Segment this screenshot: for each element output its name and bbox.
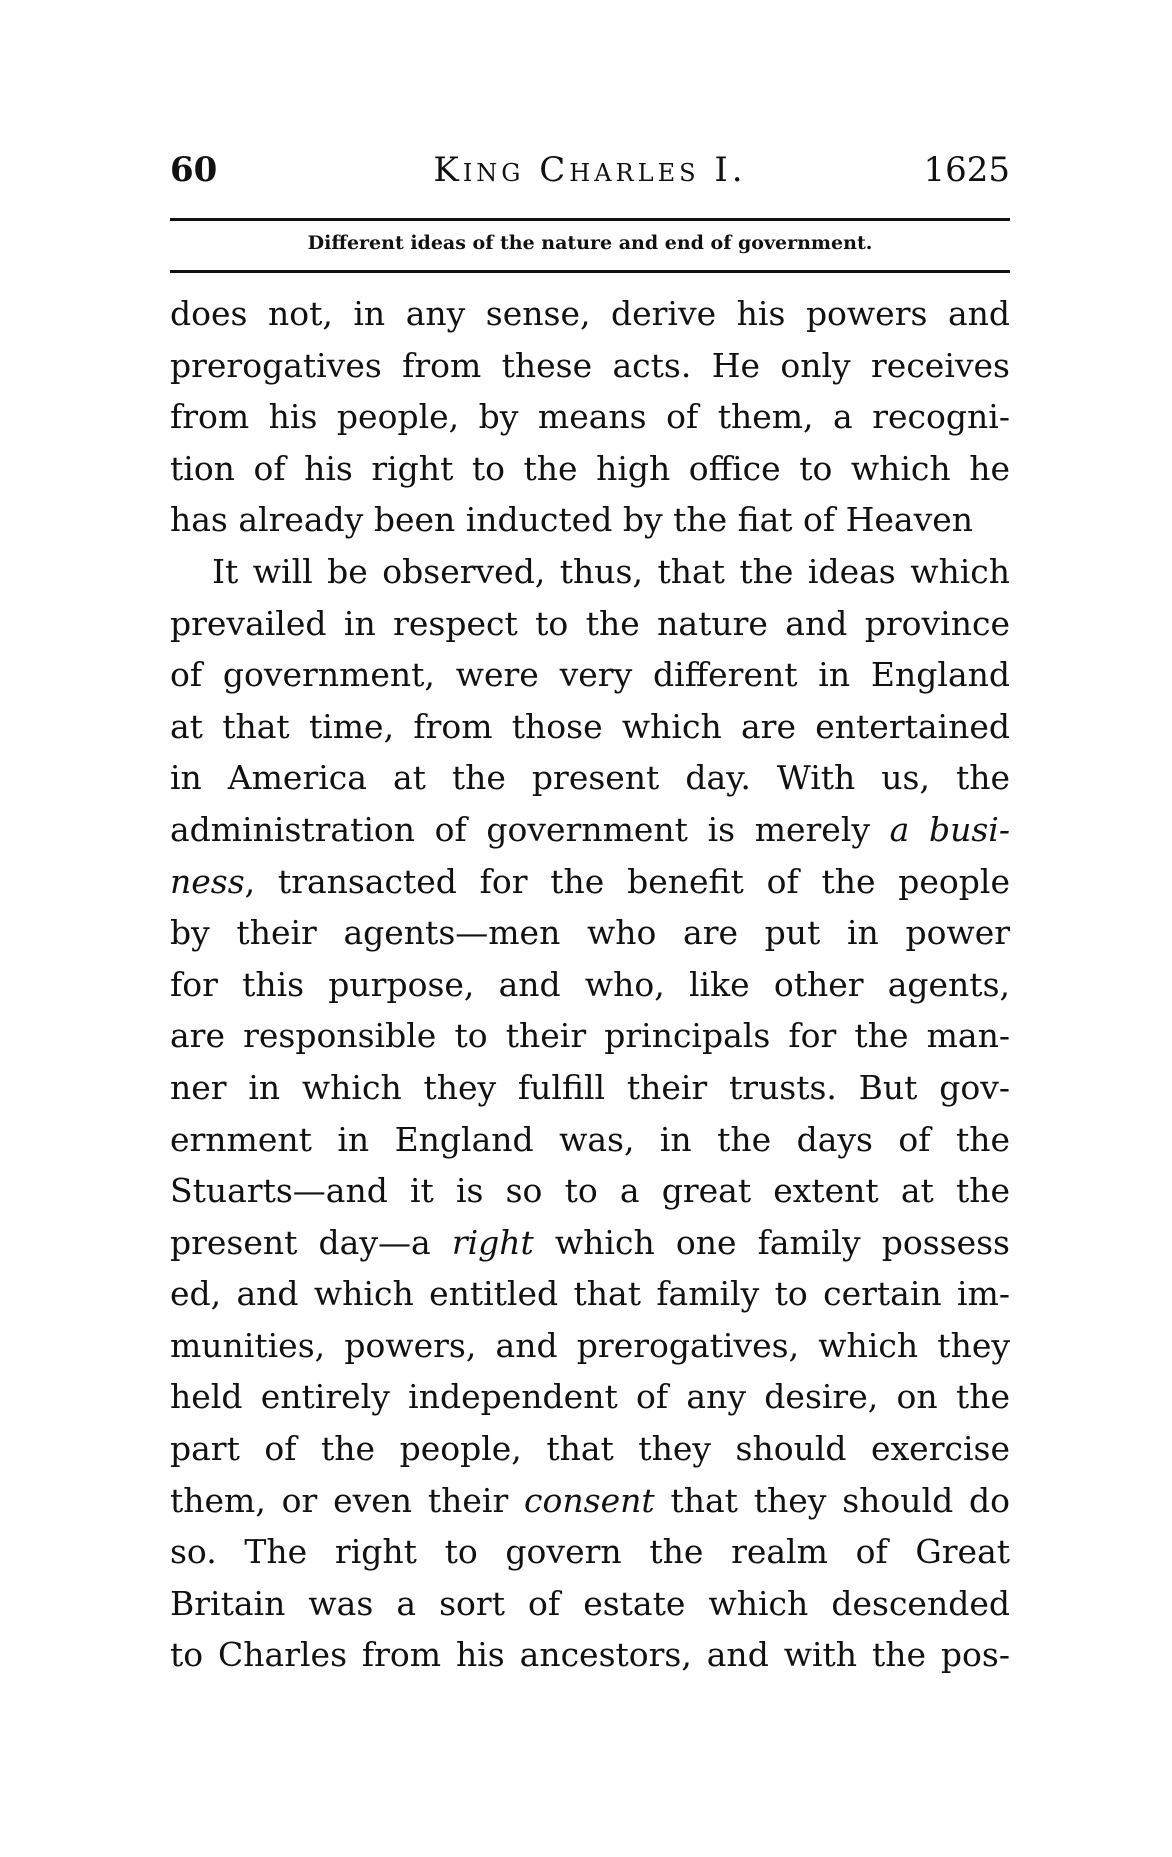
text-segment: from his people, by means of them, a recogni- <box>170 397 1010 437</box>
text-line <box>170 1371 1010 1423</box>
text-line <box>170 1217 1010 1269</box>
text-line <box>170 752 1010 804</box>
text-segment: that they should do <box>654 1480 1010 1520</box>
text-segment: Stuarts—and it is so to a great extent at the <box>170 1171 1010 1211</box>
text-line <box>170 1578 1010 1630</box>
text-line <box>170 1114 1010 1166</box>
text-line <box>170 1010 1010 1062</box>
text-segment: which one family possess <box>533 1222 1010 1262</box>
text-line <box>170 1062 1010 1114</box>
text-segment: at that time, from those which are entertained <box>170 706 1010 746</box>
text-segment: to Charles from his ancestors, and with the pos- <box>170 1635 1010 1675</box>
text-segment: so. The right to govern the realm of Great <box>170 1532 1010 1572</box>
text-segment: ernment in England was, in the days of the <box>170 1119 1010 1159</box>
text-line <box>170 959 1010 1011</box>
text-line <box>170 1526 1010 1578</box>
text-segment: held entirely independent of any desire, on the <box>170 1377 1010 1417</box>
text-segment: ner in which they fulfill their trusts. But gov- <box>170 1067 1010 1107</box>
running-header <box>170 150 1010 200</box>
text-segment: by their agents—men who are put in power <box>170 913 1010 953</box>
text-line <box>170 1629 1010 1681</box>
text-line <box>170 288 1010 340</box>
text-line <box>170 494 1010 546</box>
italic-text: a busi- <box>889 809 1011 849</box>
header-rule-top <box>170 218 1010 221</box>
text-line <box>170 1475 1010 1527</box>
header-year: 1625 <box>923 150 1010 190</box>
text-segment: prerogatives from these acts. He only receives <box>170 345 1010 385</box>
text-segment: tion of his right to the high office to which he <box>170 448 1010 488</box>
text-segment: does not, in any sense, derive his powers and <box>170 294 1010 333</box>
text-segment: them, or even their <box>170 1480 525 1520</box>
italic-text: right <box>451 1222 534 1262</box>
text-line <box>170 1165 1010 1217</box>
text-line <box>170 907 1010 959</box>
text-line <box>170 443 1010 495</box>
text-segment: in America at the present day. With us, the <box>170 758 1010 798</box>
text-segment: ed, and which entitled that family to certain im- <box>170 1274 1010 1314</box>
text-segment: present day—a <box>170 1222 452 1262</box>
text-line <box>170 391 1010 443</box>
text-segment: Britain was a sort of estate which descended <box>170 1583 1010 1623</box>
italic-text: ness <box>170 861 245 901</box>
body-text <box>170 288 1010 1681</box>
text-segment: has already been inducted by the fiat of Heaven <box>170 500 974 540</box>
text-segment: munities, powers, and prerogatives, which they <box>170 1325 1010 1365</box>
text-segment: for this purpose, and who, like other agents, <box>170 964 1010 1004</box>
text-segment: administration of government is merely <box>170 809 890 849</box>
text-segment: prevailed in respect to the nature and province <box>170 603 1010 643</box>
text-line <box>170 856 1010 908</box>
text-line <box>170 701 1010 753</box>
text-segment: , transacted for the benefit of the people <box>244 861 1010 901</box>
text-line <box>170 1268 1010 1320</box>
text-segment: of government, were very different in England <box>170 655 1010 695</box>
text-line <box>170 1423 1010 1475</box>
text-line <box>170 546 1010 598</box>
header-rule-bottom <box>170 270 1010 273</box>
text-segment: are responsible to their principals for the man- <box>170 1016 1010 1056</box>
text-segment: part of the people, that they should exercise <box>170 1429 1010 1469</box>
page-number: 60 <box>170 150 218 190</box>
text-line <box>170 804 1010 856</box>
section-subheading: Different ideas of the nature and end of government. <box>307 232 873 254</box>
italic-text: consent <box>524 1480 655 1520</box>
text-line <box>170 1320 1010 1372</box>
text-line <box>170 598 1010 650</box>
text-line <box>170 649 1010 701</box>
running-title: King Charles I. <box>433 150 747 190</box>
text-line <box>170 340 1010 392</box>
text-segment: It will be observed, thus, that the ideas which <box>212 551 1010 591</box>
